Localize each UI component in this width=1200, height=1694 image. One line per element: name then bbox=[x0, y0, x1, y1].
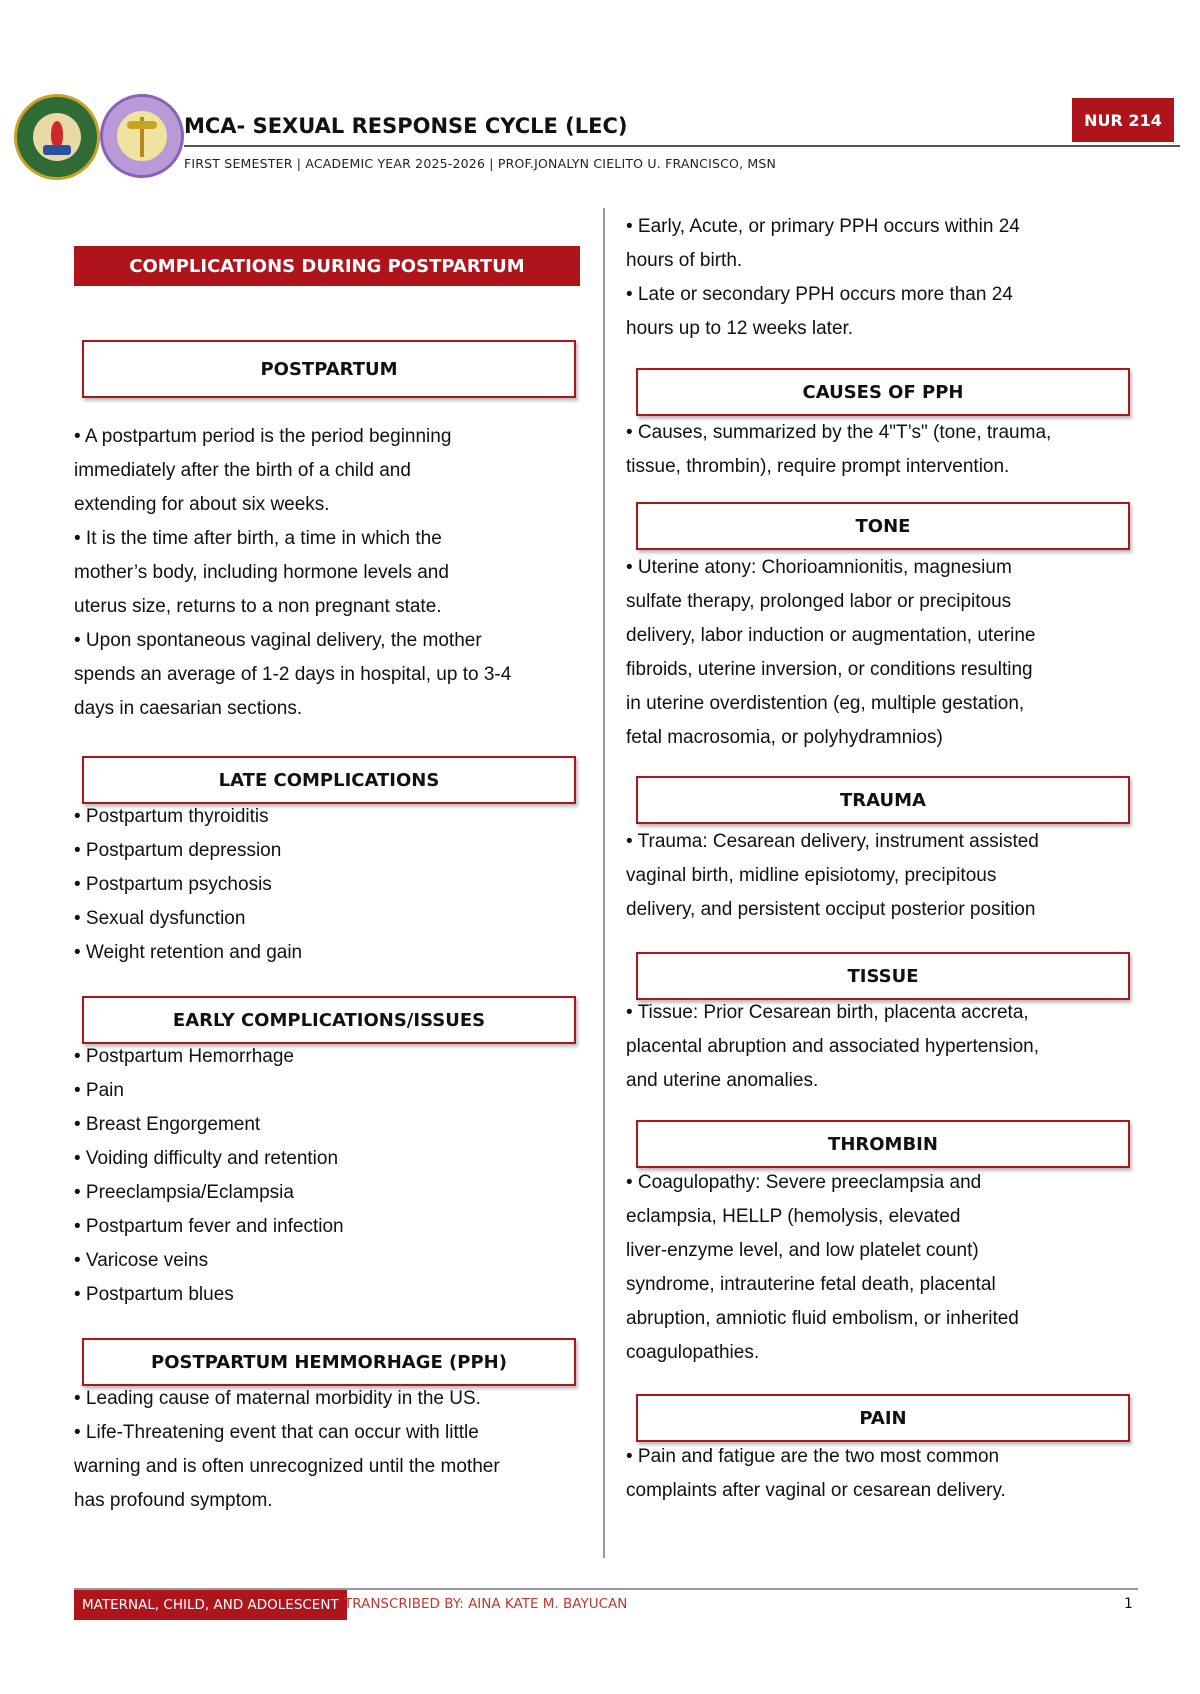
list-item: • Postpartum thyroiditis bbox=[74, 806, 269, 827]
list-item: • Sexual dysfunction bbox=[74, 908, 246, 929]
pain-text bbox=[626, 1440, 1136, 1508]
text-line: placental abruption and associated hypertension, bbox=[626, 1036, 1040, 1057]
heading-tissue: TISSUE bbox=[636, 952, 1130, 1000]
list-item: • Varicose veins bbox=[74, 1250, 209, 1271]
text-line: spends an average of 1-2 days in hospital, up to 3-4 bbox=[74, 664, 512, 685]
list-item: • Postpartum blues bbox=[74, 1284, 234, 1305]
tissue-text bbox=[626, 996, 1136, 1098]
section-banner: COMPLICATIONS DURING POSTPARTUM bbox=[74, 246, 580, 286]
text-line: immediately after the birth of a child and bbox=[74, 460, 411, 481]
text-line: fibroids, uterine inversion, or conditions resulting bbox=[626, 659, 1033, 680]
late-complications-list bbox=[74, 800, 594, 970]
text-line: hours of birth. bbox=[626, 250, 743, 271]
heading-early-complications: EARLY COMPLICATIONS/ISSUES bbox=[82, 996, 576, 1044]
text-line: hours up to 12 weeks later. bbox=[626, 318, 854, 339]
text-line: delivery, and persistent occiput posterior position bbox=[626, 899, 1036, 920]
heading-trauma: TRAUMA bbox=[636, 776, 1130, 824]
pph-intro-text bbox=[626, 210, 1136, 346]
footer-course-tag: MATERNAL, CHILD, AND ADOLESCENT bbox=[74, 1590, 347, 1620]
text-line: fetal macrosomia, or polyhydramnios) bbox=[626, 727, 943, 748]
course-code-badge: NUR 214 bbox=[1072, 98, 1174, 142]
college-of-nursing-logo bbox=[100, 94, 184, 178]
text-line: sulfate therapy, prolonged labor or precipitous bbox=[626, 591, 1012, 612]
text-line: tissue, thrombin), require prompt intervention. bbox=[626, 456, 1010, 477]
column-divider bbox=[603, 208, 605, 1558]
text-line: mother’s body, including hormone levels and bbox=[74, 562, 449, 583]
text-line: and uterine anomalies. bbox=[626, 1070, 819, 1091]
list-item: • Breast Engorgement bbox=[74, 1114, 261, 1135]
university-seal-logo bbox=[14, 94, 100, 180]
text-line: • Causes, summarized by the 4"T’s" (tone, trauma, bbox=[626, 422, 1052, 443]
early-complications-list bbox=[74, 1040, 594, 1312]
list-item: • Postpartum psychosis bbox=[74, 874, 272, 895]
text-line: uterus size, returns to a non pregnant state. bbox=[74, 596, 442, 617]
text-line: liver-enzyme level, and low platelet count) bbox=[626, 1240, 979, 1261]
text-line: • Coagulopathy: Severe preeclampsia and bbox=[626, 1172, 982, 1193]
text-line: • Leading cause of maternal morbidity in the US. bbox=[74, 1388, 481, 1409]
text-line: abruption, amniotic fluid embolism, or inherited bbox=[626, 1308, 1019, 1329]
trauma-text bbox=[626, 825, 1136, 927]
causes-text bbox=[626, 416, 1136, 484]
heading-pain: PAIN bbox=[636, 1394, 1130, 1442]
text-line: • A postpartum period is the period beginning bbox=[74, 426, 452, 447]
text-line: eclampsia, HELLP (hemolysis, elevated bbox=[626, 1206, 961, 1227]
tone-text bbox=[626, 551, 1136, 755]
heading-late-complications: LATE COMPLICATIONS bbox=[82, 756, 576, 804]
heading-postpartum: POSTPARTUM bbox=[82, 340, 576, 398]
text-line: has profound symptom. bbox=[74, 1490, 273, 1511]
heading-causes-of-pph: CAUSES OF PPH bbox=[636, 368, 1130, 416]
text-line: syndrome, intrauterine fetal death, placental bbox=[626, 1274, 996, 1295]
list-item: • Postpartum depression bbox=[74, 840, 282, 861]
text-line: in uterine overdistention (eg, multiple gestation, bbox=[626, 693, 1025, 714]
text-line: • Late or secondary PPH occurs more than 24 bbox=[626, 284, 1013, 305]
list-item: • Postpartum Hemorrhage bbox=[74, 1046, 294, 1067]
list-item: • Postpartum fever and infection bbox=[74, 1216, 344, 1237]
postpartum-text bbox=[74, 420, 594, 726]
text-line: • Trauma: Cesarean delivery, instrument assisted bbox=[626, 831, 1039, 852]
text-line: coagulopathies. bbox=[626, 1342, 760, 1363]
heading-tone: TONE bbox=[636, 502, 1130, 550]
document-subtitle: FIRST SEMESTER | ACADEMIC YEAR 2025-2026 | PROF.JONALYN CIELITO U. FRANCISCO, MSN bbox=[184, 156, 777, 171]
thrombin-text bbox=[626, 1166, 1136, 1370]
list-item: • Weight retention and gain bbox=[74, 942, 303, 963]
text-line: • It is the time after birth, a time in which the bbox=[74, 528, 442, 549]
text-line: complaints after vaginal or cesarean delivery. bbox=[626, 1480, 1006, 1501]
text-line: delivery, labor induction or augmentation, uterine bbox=[626, 625, 1036, 646]
text-line: warning and is often unrecognized until the mother bbox=[74, 1456, 500, 1477]
text-line: • Pain and fatigue are the two most common bbox=[626, 1446, 1000, 1467]
text-line: • Life-Threatening event that can occur with little bbox=[74, 1422, 479, 1443]
text-line: • Upon spontaneous vaginal delivery, the mother bbox=[74, 630, 482, 651]
text-line: extending for about six weeks. bbox=[74, 494, 330, 515]
list-item: • Preeclampsia/Eclampsia bbox=[74, 1182, 294, 1203]
page-number: 1 bbox=[1124, 1596, 1133, 1612]
document-title: MCA- SEXUAL RESPONSE CYCLE (LEC) bbox=[184, 114, 628, 138]
list-item: • Voiding difficulty and retention bbox=[74, 1148, 339, 1169]
text-line: days in caesarian sections. bbox=[74, 698, 303, 719]
text-line: • Early, Acute, or primary PPH occurs within 24 bbox=[626, 216, 1020, 237]
text-line: • Tissue: Prior Cesarean birth, placenta accreta, bbox=[626, 1002, 1029, 1023]
heading-pph: POSTPARTUM HEMMORHAGE (PPH) bbox=[82, 1338, 576, 1386]
heading-thrombin: THROMBIN bbox=[636, 1120, 1130, 1168]
text-line: • Uterine atony: Chorioamnionitis, magnesium bbox=[626, 557, 1012, 578]
list-item: • Pain bbox=[74, 1080, 124, 1101]
footer-transcriber-credit: TRANSCRIBED BY: AINA KATE M. BAYUCAN bbox=[344, 1596, 628, 1612]
text-line: vaginal birth, midline episiotomy, precipitous bbox=[626, 865, 997, 886]
pph-text bbox=[74, 1382, 594, 1518]
header-divider bbox=[184, 145, 1180, 147]
